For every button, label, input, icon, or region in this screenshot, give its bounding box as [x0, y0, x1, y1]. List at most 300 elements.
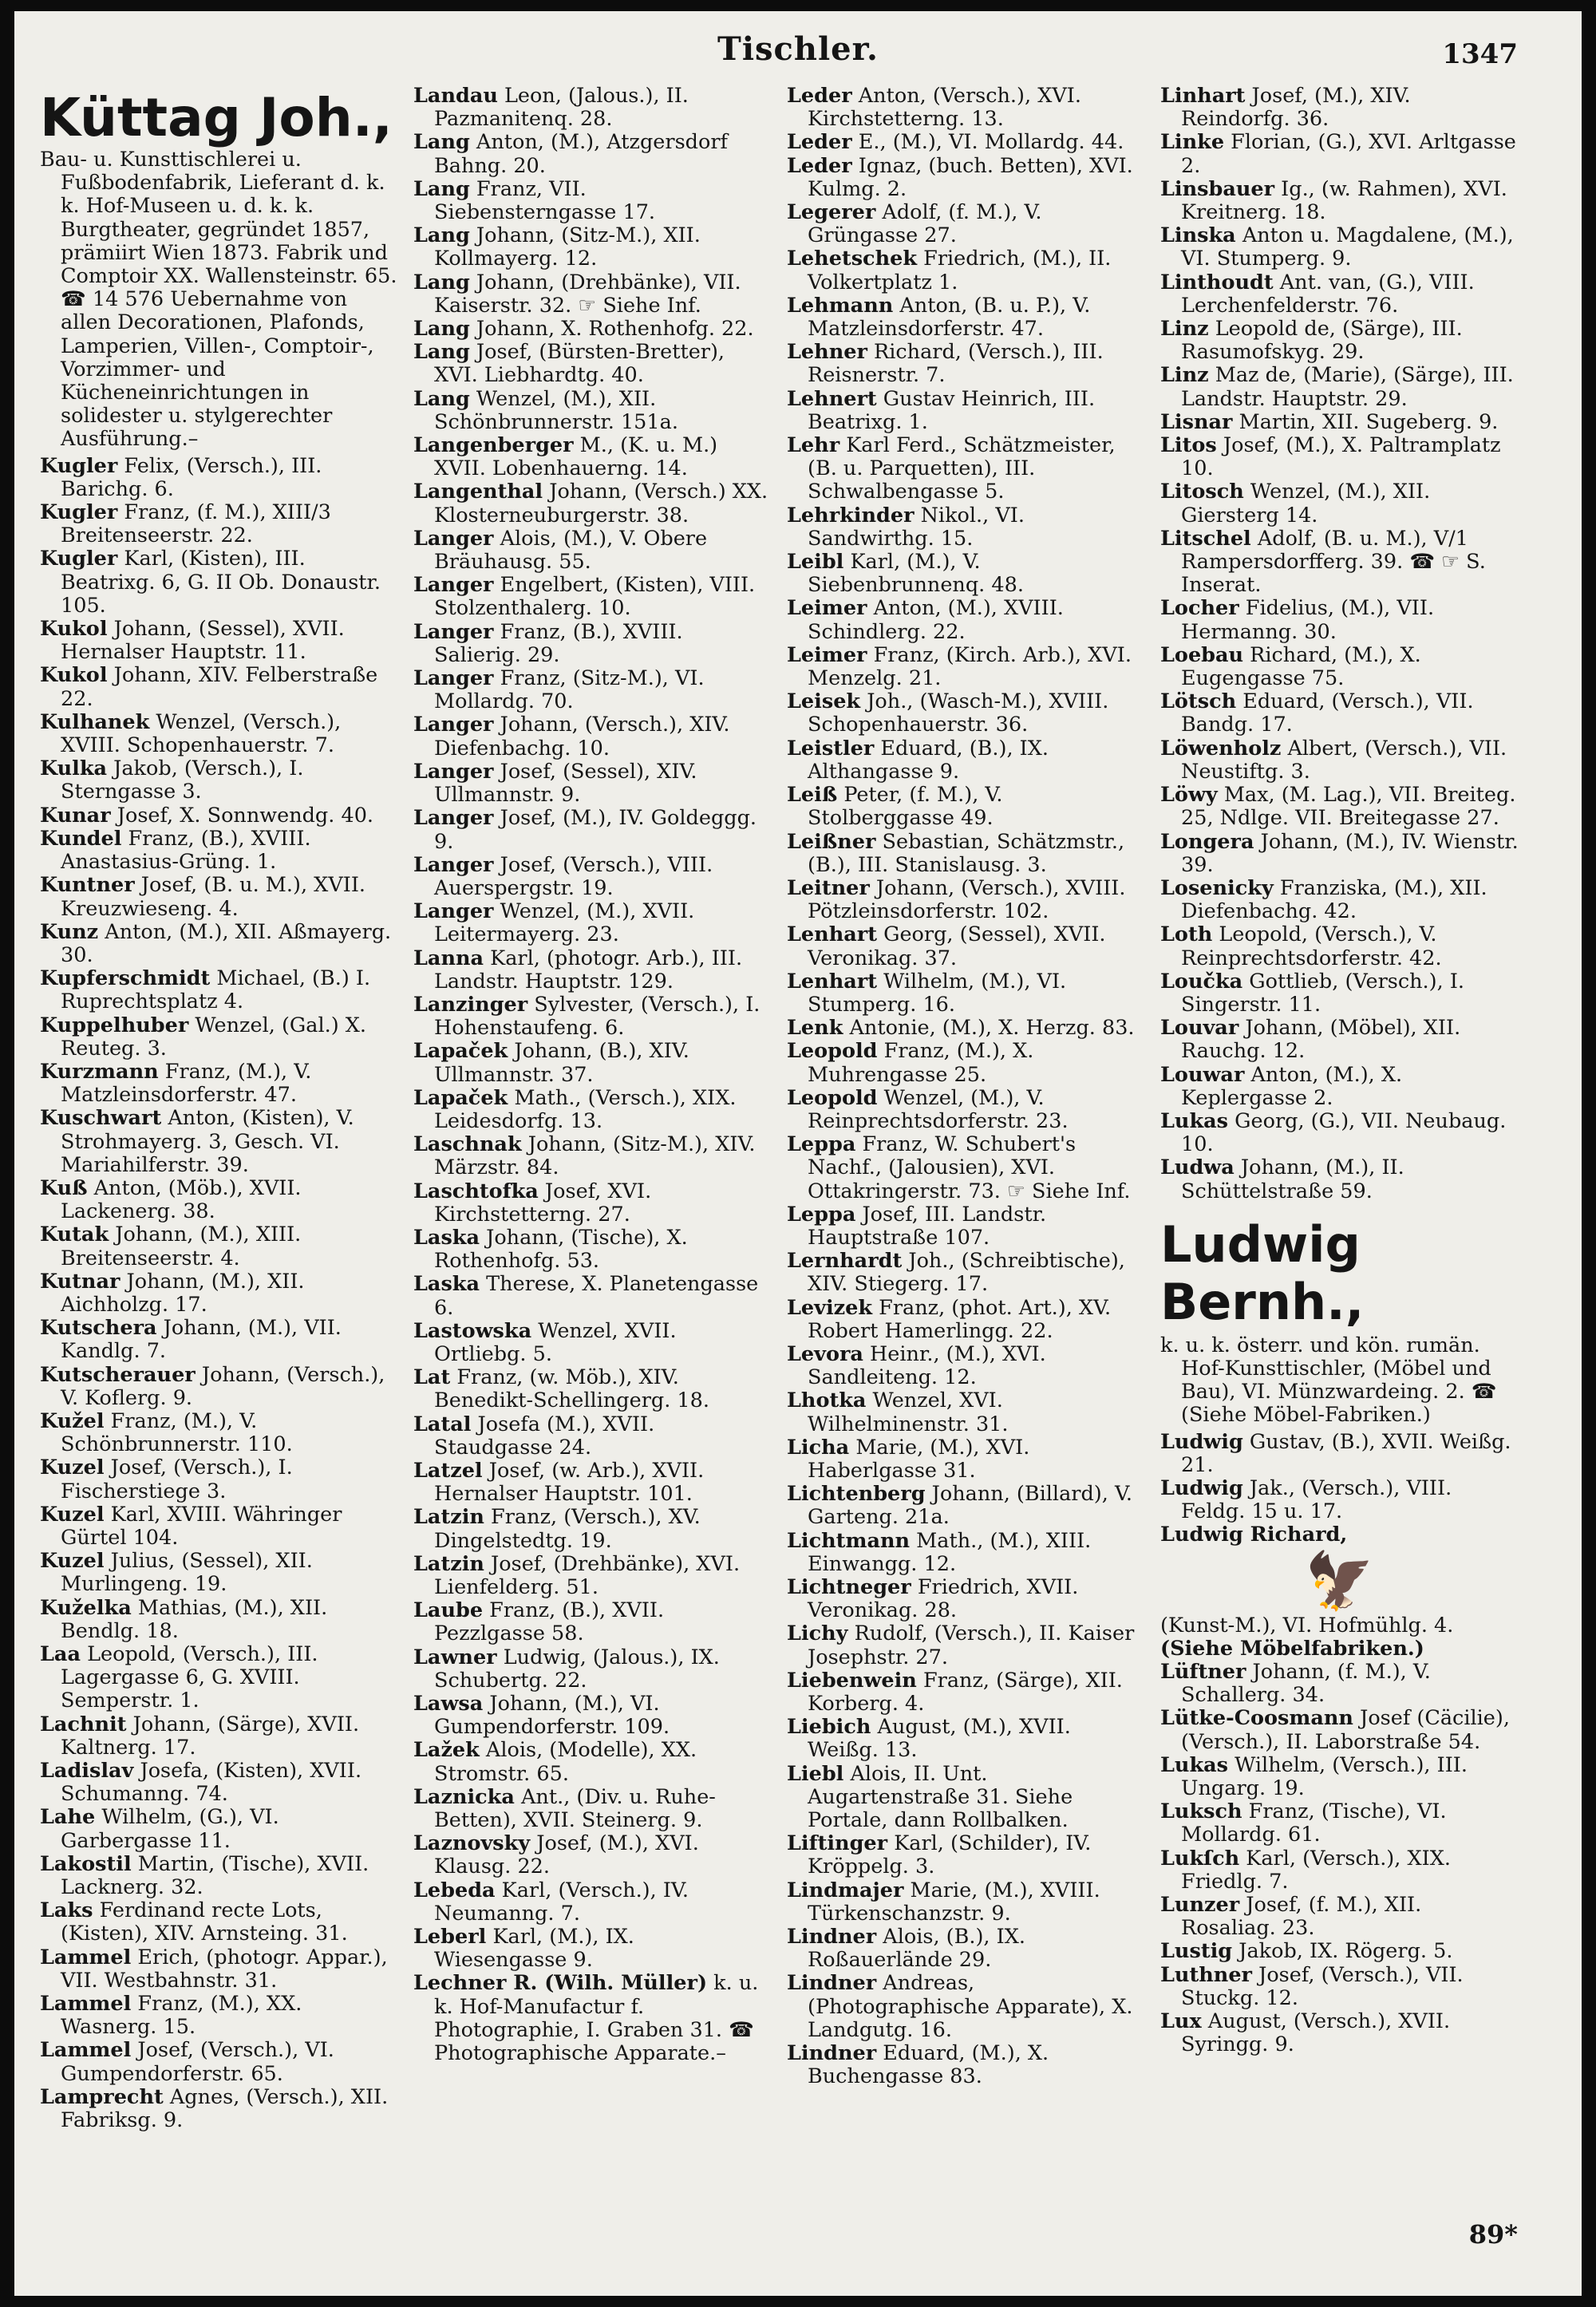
entry-details: Jakob, IX. Rögerg. 5. — [1232, 1939, 1453, 1964]
entry-name: Leitner — [787, 875, 870, 900]
directory-entry — [787, 1087, 1146, 1133]
entry-details: Johann, (Sitz-M.), XIV. Märzstr. 84. — [434, 1132, 756, 1180]
directory-entry — [413, 947, 772, 994]
entry-name: Kupferschmidt — [40, 966, 211, 991]
directory-entry — [413, 1972, 772, 2065]
advertisement-text: Bau- u. Kunsttischlerei u. Fußbodenfabrik, Lieferant d. k. k. Hof-Museen u. d. k. k. Burgtheater, gegründet 1857, prämiirt Wien 1873. Fabrik und Comptoir XX. Wallensteinstr. 65. ☎ 14 576 Uebernahme von allen Decorationen, Plafonds, Lamperien, Villen-, Comptoir-, Vorzimmer- und Kücheneinrichtungen in solidester u. stylgerechter Ausführung.– — [40, 148, 397, 452]
entry-details: Johann, (B.), XIV. Ullmannstr. 37. — [434, 1039, 689, 1087]
directory-entry — [40, 804, 399, 828]
page-header — [14, 30, 1582, 78]
entry-name: Lustig — [1160, 1939, 1233, 1964]
entry-name: Latzel — [413, 1458, 483, 1483]
entry-details: Gustav, (B.), XVII. Weißg. 21. — [1181, 1429, 1511, 1477]
entry-details: Karl, (M.), IX. Wiesengasse 9. — [434, 1925, 634, 1973]
directory-entry — [787, 737, 1146, 784]
entry-details: Johann, (Sitz-M.), XII. Kollmayerg. 12. — [434, 223, 701, 271]
entry-name: Lechner R. (Wilh. Müller) — [413, 1971, 708, 1996]
entry-name: Kuzel — [40, 1456, 105, 1480]
entry-details: Heinr., (M.), XVI. Sandleiteng. 12. — [808, 1341, 1046, 1390]
entry-details: Alois, II. Unt. Augartenstraße 31. Siehe Portale, dann Rollbalken. — [808, 1761, 1073, 1833]
entry-details: Anton, (M.), XII. Aßmayerg. 30. — [61, 919, 392, 967]
entry-details: Franz, (B.), XVIII. Salierig. 29. — [434, 619, 683, 667]
entry-details: Karl, (Versch.), XIX. Friedlg. 7. — [1181, 1846, 1451, 1894]
directory-entry — [787, 1436, 1146, 1483]
directory-entry — [1160, 1431, 1519, 1477]
entry-name: Leißner — [787, 829, 876, 854]
entry-name: Laznovsky — [413, 1831, 531, 1856]
directory-entry — [787, 784, 1146, 830]
directory-entry — [40, 618, 399, 664]
entry-details: Anton, (Kisten), V. Strohmayerg. 3, Gesch. VI. Mariahilferstr. 39. — [61, 1106, 354, 1177]
entry-details: Ant. van, (G.), VIII. Lerchenfelderstr. 76. — [1181, 270, 1475, 318]
directory-entry — [40, 501, 399, 547]
directory-entry — [413, 388, 772, 434]
entry-name: Loučka — [1160, 969, 1243, 994]
entry-details: Max, (M. Lag.), VII. Breiteg. 25, Ndlge. VII. Breitegasse 27. — [1181, 783, 1516, 831]
entry-name: Louwar — [1160, 1062, 1245, 1087]
entry-details: Johann, (Möbel), XII. Rauchg. 12. — [1181, 1016, 1461, 1064]
entry-name: Levora — [787, 1341, 863, 1366]
directory-entry — [40, 1503, 399, 1550]
directory-entry — [40, 1550, 399, 1596]
directory-entry — [413, 1040, 772, 1086]
directory-entry — [1160, 411, 1519, 434]
directory-entry — [787, 388, 1146, 434]
entry-name: Lebeda — [413, 1878, 496, 1902]
entry-name: Lernhardt — [787, 1249, 903, 1274]
entry-details: Wilhelm, (G.), VI. Garbergasse 11. — [61, 1805, 279, 1853]
entry-details: Franz, (M.), V. Schönbrunnerstr. 110. — [61, 1408, 293, 1457]
entry-name: Laska — [413, 1225, 480, 1250]
entry-details: M., (K. u. M.) XVII. Lobenhauerng. 14. — [434, 433, 718, 481]
directory-entry — [413, 1460, 772, 1506]
directory-entry — [413, 1739, 772, 1785]
entry-details: Rudolf, (Versch.), II. Kaiser Josephstr. 27. — [808, 1622, 1135, 1669]
directory-entry — [1160, 1940, 1519, 1963]
directory-entry — [1160, 2010, 1519, 2056]
entry-details: Gustav Heinrich, III. Beatrixg. 1. — [808, 386, 1096, 434]
advertisement-text: k. u. k. österr. und kön. rumän. Hof-Kunsttischler, (Möbel und Bau), VI. Münzwardeing. 2. ☎ (Siehe Möbel-Fabriken.) — [1160, 1333, 1497, 1428]
entry-list — [1160, 1431, 1519, 1547]
section-title: Tischler. — [717, 30, 879, 68]
directory-entry — [413, 1693, 772, 1739]
directory-entry — [787, 644, 1146, 690]
directory-entry — [787, 923, 1146, 970]
entry-details: Wilhelm, (Versch.), III. Ungarg. 19. — [1181, 1752, 1468, 1800]
directory-entry — [40, 1223, 399, 1270]
entry-name: Langer — [413, 852, 494, 877]
entry-details: Josef (Cäcilie), (Versch.), II. Laborstraße 54. — [1181, 1706, 1510, 1754]
entry-list — [40, 455, 399, 2133]
directory-entry — [413, 527, 772, 574]
entry-name: Löwenholz — [1160, 736, 1282, 760]
entry-details: Josef, (B. u. M.), XVII. Kreuzwieseng. 4. — [61, 873, 365, 921]
directory-entry — [413, 1786, 772, 1832]
entry-name: Lapaček — [413, 1039, 508, 1064]
entry-name: Leppa — [787, 1132, 856, 1157]
entry-name: Lux — [1160, 2009, 1202, 2034]
directory-entry — [40, 967, 399, 1013]
entry-details: E., (M.), VI. Mollardg. 44. — [851, 130, 1124, 155]
entry-details: Josef, (Sessel), XIV. Ullmannstr. 9. — [434, 759, 697, 808]
entry-details: Johann, (f. M.), V. Schallerg. 34. — [1181, 1659, 1431, 1708]
directory-entry — [413, 1087, 772, 1133]
entry-name: Lehrkinder — [787, 503, 915, 527]
directory-entry — [787, 2042, 1146, 2088]
entry-details: Martin, (Tische), XVII. Lacknerg. 32. — [61, 1851, 369, 1900]
entry-name: Lichtmann — [787, 1528, 911, 1553]
entry-name: Langer — [413, 713, 494, 737]
entry-details: Johann, (Versch.) XX. Klosterneuburgerstr. 38. — [434, 480, 768, 527]
directory-entry — [40, 1853, 399, 1899]
entry-name: Lunzer — [1160, 1893, 1240, 1918]
directory-entry — [787, 1017, 1146, 1040]
entry-name: Leopold — [787, 1085, 878, 1110]
entry-details: Josef, (f. M.), XII. Rosaliag. 23. — [1181, 1893, 1422, 1941]
entry-name: Lat — [413, 1365, 451, 1390]
entry-details: Johann, (Sessel), XVII. Hernalser Hauptstr. 11. — [61, 617, 345, 665]
entry-details: Johann, (Versch.), XIV. Diefenbachg. 10. — [434, 713, 730, 760]
entry-name: Levizek — [787, 1295, 873, 1320]
entry-details: Ant., (Div. u. Ruhe-Betten), XVII. Steinerg. 9. — [434, 1784, 716, 1833]
directory-entry — [1160, 434, 1519, 480]
entry-name: Linz — [1160, 317, 1209, 342]
entry-details: Florian, (G.), XVI. Arltgasse 2. — [1181, 130, 1516, 178]
entry-name: Lichtenberg — [787, 1482, 926, 1507]
entry-details: Eduard, (Versch.), VII. Bandg. 17. — [1181, 689, 1474, 737]
entry-details: Franz, (Tische), VI. Mollardg. 61. — [1181, 1799, 1447, 1847]
entry-name: Linsbauer — [1160, 176, 1275, 201]
entry-name: Licha — [787, 1435, 850, 1460]
entry-name: Ladislav — [40, 1759, 134, 1784]
entry-name: Leimer — [787, 596, 867, 621]
entry-details: Marie, (M.), XVIII. Türkenschanzstr. 9. — [808, 1878, 1100, 1926]
entry-details: Wenzel, XVI. Wilhelminenstr. 31. — [808, 1389, 1009, 1436]
entry-name: Leder — [787, 153, 852, 178]
entry-details: Leopold, (Versch.), V. Reinprechtsdorferstr. 42. — [1181, 922, 1442, 970]
entry-details: Wenzel, (M.), V. Reinprechtsdorferstr. 23. — [808, 1085, 1069, 1133]
entry-name: Lukas — [1160, 1108, 1229, 1133]
entry-details: Josef, III. Landstr. Hauptstraße 107. — [808, 1202, 1047, 1250]
directory-entry — [413, 318, 772, 341]
entry-name: Lastowska — [413, 1318, 532, 1343]
entry-details: Math., (M.), XIII. Einwangg. 12. — [808, 1528, 1092, 1576]
entry-details: Maz de, (Marie), (Särge), III. Landstr. Hauptstr. 29. — [1181, 363, 1514, 411]
entry-name: Ludwa — [1160, 1155, 1235, 1180]
entry-details: Leon, (Jalous.), II. Pazmanitenq. 28. — [434, 84, 689, 132]
entry-details: Friedrich, XVII. Veronikag. 28. — [808, 1575, 1079, 1623]
entry-details: Josef, (Versch.), I. Fischerstiege 3. — [61, 1456, 293, 1503]
entry-details: Nikol., VI. Sandwirthg. 15. — [808, 503, 1025, 551]
entry-details: Anton, (M.), Atzgersdorf Bahng. 20. — [434, 130, 728, 178]
entry-details: Johann, (M.), XIII. Breitenseerstr. 4. — [61, 1223, 302, 1270]
entry-details: Jak., (Versch.), VIII. Feldg. 15 u. 17. — [1181, 1475, 1452, 1524]
entry-name: Lehner — [787, 340, 867, 365]
directory-entry — [787, 201, 1146, 247]
directory-entry — [1160, 877, 1519, 923]
directory-entry — [1160, 784, 1519, 830]
entry-details: Sylvester, (Versch.), I. Hohenstaufeng. 6. — [434, 992, 760, 1041]
entry-name: Lhotka — [787, 1389, 867, 1413]
entry-name: Langer — [413, 573, 494, 598]
directory-entry — [1160, 597, 1519, 643]
directory-entry — [1160, 1754, 1519, 1800]
entry-name: Lažek — [413, 1738, 480, 1763]
entry-details: Alois, (B.), IX. Roßauerlände 29. — [808, 1925, 1025, 1973]
entry-details: Wilhelm, (M.), VI. Stumperg. 16. — [808, 969, 1067, 1017]
directory-entry — [787, 247, 1146, 294]
entry-details: Franz, (phot. Art.), XV. Robert Hamerlingg. 22. — [808, 1295, 1112, 1343]
entry-name: Lammel — [40, 1945, 132, 1969]
directory-entry — [1160, 1156, 1519, 1203]
directory-entry — [40, 1107, 399, 1177]
entry-name: Lakostil — [40, 1851, 132, 1876]
column-4 — [1160, 85, 1519, 2056]
entry-name: Leistler — [787, 736, 875, 760]
directory-entry — [787, 1972, 1146, 2042]
directory-entry — [787, 970, 1146, 1017]
entry-details: Wenzel, (M.), XII. Schönbrunnerstr. 151a. — [434, 386, 678, 434]
directory-entry — [40, 2039, 399, 2085]
entry-details: Anton, (M.), XVIII. Schindlerg. 22. — [808, 596, 1064, 644]
entry-name: Langer — [413, 526, 494, 551]
directory-entry — [40, 1177, 399, 1223]
entry-details: Leopold de, (Särge), III. Rasumofskyg. 29. — [1181, 317, 1463, 365]
entry-name: Kutschera — [40, 1316, 157, 1341]
directory-entry — [40, 2086, 399, 2132]
directory-entry — [413, 1227, 772, 1273]
entry-details: Johann, (Versch.), V. Koflerg. 9. — [61, 1362, 385, 1410]
entry-name: Lisnar — [1160, 409, 1233, 434]
entry-name: Liebl — [787, 1761, 844, 1786]
directory-entry — [1160, 1661, 1519, 1707]
directory-entry — [40, 1806, 399, 1852]
directory-entry — [413, 667, 772, 713]
entry-details: Josef, (Versch.), VII. Stuckg. 12. — [1181, 1962, 1464, 2010]
directory-page — [14, 11, 1582, 2296]
directory-entry — [787, 1203, 1146, 1250]
entry-details: Anton, (Möb.), XVII. Lackenerg. 38. — [61, 1175, 302, 1224]
entry-name: Lang — [413, 386, 470, 411]
entry-details: Ludwig, (Jalous.), IX. Schubertg. 22. — [434, 1645, 720, 1693]
entry-name: Litos — [1160, 433, 1217, 458]
entry-name: Longera — [1160, 829, 1254, 854]
directory-entry — [787, 294, 1146, 341]
entry-name: Kundel — [40, 826, 122, 851]
entry-name: Kužel — [40, 1408, 105, 1433]
directory-entry — [413, 1926, 772, 1972]
directory-entry — [413, 1133, 772, 1179]
column-3 — [787, 85, 1146, 2088]
directory-entry — [40, 1014, 399, 1061]
directory-entry — [787, 551, 1146, 597]
entry-text: (Kunst-M.), VI. Hofmühlg. 4. — [1160, 1613, 1454, 1637]
directory-entry — [413, 1646, 772, 1693]
directory-entry — [787, 1669, 1146, 1716]
directory-entry — [1160, 831, 1519, 877]
entry-details: Anton, (Versch.), XVI. Kirchstetterng. 13. — [808, 84, 1081, 132]
entry-name: Lindmajer — [787, 1878, 904, 1902]
entry-name: Lapaček — [413, 1085, 508, 1110]
directory-entry — [1160, 85, 1519, 131]
entry-details: Josef, (Drehbänke), XVI. Lienfelderg. 51. — [434, 1551, 741, 1599]
directory-entry — [1160, 364, 1519, 410]
entry-details: Franz, (M.), V. Matzleinsdorferstr. 47. — [61, 1059, 312, 1108]
entry-details: Albert, (Versch.), VII. Neustiftg. 3. — [1181, 736, 1507, 784]
entry-name: Laznicka — [413, 1784, 515, 1809]
entry-name: Lehnert — [787, 386, 877, 411]
entry-name: Kugler — [40, 500, 118, 525]
entry-name: Lang — [413, 340, 470, 365]
entry-details: Erich, (photogr. Appar.), VII. Westbahnstr. 31. — [61, 1945, 388, 1993]
entry-details: Adolf, (B. u. M.), V/1 Rampersdorfferg. 39. ☎ ☞ S. Inserat. — [1181, 526, 1486, 598]
entry-name: Lehr — [787, 433, 840, 458]
directory-entry — [413, 1413, 772, 1460]
entry-name: Kuzel — [40, 1502, 105, 1527]
directory-entry — [1160, 131, 1519, 177]
entry-details: Josef, (Versch.), VI. Gumpendorferstr. 65. — [61, 2038, 334, 2086]
entry-name: Kulhanek — [40, 709, 150, 734]
directory-entry — [1160, 690, 1519, 737]
entry-details: Math., (Versch.), XIX. Leidesdorfg. 13. — [434, 1085, 737, 1133]
directory-entry — [787, 877, 1146, 923]
directory-entry — [40, 1993, 399, 2039]
entry-details: Johann, (M.), IV. Wienstr. 39. — [1181, 829, 1519, 877]
entry-list — [1160, 85, 1519, 1203]
directory-entry — [1160, 1894, 1519, 1940]
entry-details: Johann, (M.), II. Schüttelstraße 59. — [1181, 1155, 1404, 1203]
entry-name: Lammel — [40, 1992, 132, 2017]
entry-details: Franz, (Särge), XII. Korberg. 4. — [808, 1668, 1123, 1716]
directory-entry — [413, 480, 772, 527]
entry-details: Wenzel, (M.), XII. Giersterg 14. — [1181, 480, 1431, 527]
directory-entry — [1160, 923, 1519, 970]
entry-name: Linthoudt — [1160, 270, 1274, 294]
footer-mark: 89* — [1468, 2219, 1518, 2250]
directory-entry — [1160, 1017, 1519, 1063]
entry-name: Lang — [413, 130, 470, 155]
entry-name: Ludwig — [1160, 1429, 1243, 1454]
entry-details: Johann, (M.), VI. Gumpendorferstr. 109. — [434, 1692, 670, 1740]
entry-name: Lenhart — [787, 922, 877, 947]
directory-entry — [40, 455, 399, 501]
entry-details: Agnes, (Versch.), XII. Fabriksg. 9. — [61, 2084, 389, 2133]
entry-details: Richard, (M.), X. Eugengasse 75. — [1181, 642, 1421, 691]
directory-entry — [787, 1716, 1146, 1762]
directory-entry — [787, 1297, 1146, 1343]
entry-details: Karl, (M.), V. Siebenbrunnenq. 48. — [808, 550, 1024, 598]
directory-entry — [787, 1389, 1146, 1436]
entry-details: Franz, (B.), XVII. Pezzlgasse 58. — [434, 1598, 665, 1646]
directory-entry — [40, 547, 399, 618]
directory-entry — [1160, 1800, 1519, 1847]
entry-details: Ignaz, (buch. Betten), XVI. Kulmg. 2. — [808, 153, 1133, 201]
directory-entry — [40, 1364, 399, 1410]
entry-name: Laa — [40, 1642, 81, 1666]
directory-entry — [787, 1250, 1146, 1296]
entry-details: Alois, (Modelle), XX. Stromstr. 65. — [434, 1738, 697, 1786]
entry-name: Lachnit — [40, 1712, 127, 1736]
entry-details: Josef, (M.), XVI. Klausg. 22. — [434, 1831, 699, 1879]
entry-name: Kurzmann — [40, 1059, 159, 1084]
entry-name: Lukas — [1160, 1752, 1229, 1777]
directory-entry — [787, 1576, 1146, 1622]
entry-name: Liebich — [787, 1715, 871, 1740]
entry-details: Johann, (M.), XII. Aichholzg. 17. — [61, 1269, 305, 1317]
entry-details: Josef, X. Sonnwendg. 40. — [110, 803, 374, 828]
directory-entry — [787, 504, 1146, 551]
directory-entry — [787, 1040, 1146, 1086]
entry-name: Lindner — [787, 1925, 877, 1949]
entry-details: Georg, (G.), VII. Neubaug. 10. — [1181, 1108, 1507, 1157]
entry-name: Locher — [1160, 596, 1239, 621]
entry-details: Michael, (B.) I. Ruprechtsplatz 4. — [61, 966, 371, 1014]
entry-name: Ludwig — [1160, 1475, 1243, 1500]
entry-name: Langer — [413, 806, 494, 831]
entry-details: Karl Ferd., Schätzmeister, (B. u. Parquetten), III. Schwalbengasse 5. — [808, 433, 1116, 504]
entry-details: Peter, (f. M.), V. Stolberggasse 49. — [808, 783, 1003, 831]
entry-name: Linska — [1160, 223, 1236, 248]
column-1 — [40, 85, 399, 2132]
entry-name: Kugler — [40, 547, 118, 571]
directory-entry — [40, 1713, 399, 1760]
entry-name: Leimer — [787, 642, 867, 667]
directory-entry — [413, 341, 772, 387]
directory-entry — [413, 621, 772, 667]
entry-name: Lindner — [787, 1971, 877, 1996]
entry-details: Jakob, (Versch.), I. Sterngasse 3. — [61, 756, 304, 804]
directory-entry — [40, 874, 399, 920]
directory-entry — [413, 1599, 772, 1645]
entry-name: Landau — [413, 84, 498, 108]
directory-entry — [1160, 1523, 1519, 1547]
directory-entry — [413, 1366, 772, 1412]
entry-name: Lanzinger — [413, 992, 528, 1017]
entry-details: Alois, (M.), V. Obere Bräuhausg. 55. — [434, 526, 708, 575]
entry-name: Linz — [1160, 363, 1209, 388]
directory-entry — [787, 1530, 1146, 1576]
entry-name: Lang — [413, 176, 470, 201]
entry-name: Liebenwein — [787, 1668, 917, 1693]
entry-details: Anton, (B. u. P.), V. Matzleinsdorferstr. 47. — [808, 293, 1091, 342]
entry-name: Luthner — [1160, 1962, 1252, 1987]
entry-details: Josef, (M.), X. Paltramplatz 10. — [1181, 433, 1501, 481]
entry-name: Loth — [1160, 922, 1213, 947]
entry-details: Josef, XVI. Kirchstetterng. 27. — [434, 1179, 652, 1227]
directory-entry — [1160, 1477, 1519, 1523]
entry-name: Kulka — [40, 756, 108, 781]
directory-entry — [413, 271, 772, 318]
directory-entry — [413, 178, 772, 224]
directory-entry — [413, 1320, 772, 1366]
entry-name: Losenicky — [1160, 875, 1274, 900]
entry-name: Legerer — [787, 200, 876, 225]
entry-details: Johann, (Särge), XVII. Kaltnerg. 17. — [61, 1712, 360, 1760]
entry-name: Leppa — [787, 1202, 856, 1227]
entry-name: Ludwig Richard, — [1160, 1523, 1348, 1547]
entry-details: Karl, (photogr. Arb.), III. Landstr. Hauptstr. 129. — [434, 946, 743, 994]
entry-details: Josef, (M.), XIV. Reindorfg. 36. — [1181, 84, 1411, 132]
entry-details: Wenzel, XVII. Ortliebg. 5. — [434, 1318, 677, 1366]
entry-name: Luksch — [1160, 1799, 1242, 1824]
entry-details: Johann, XIV. Felberstraße 22. — [61, 663, 378, 711]
entry-details: August, (Versch.), XVII. Syringg. 9. — [1181, 2009, 1451, 2057]
entry-name: Latal — [413, 1412, 472, 1436]
directory-entry — [787, 1483, 1146, 1529]
entry-details: Martin, XII. Sugeberg. 9. — [1232, 409, 1499, 434]
entry-details: Karl, (Kisten), III. Beatrixg. 6, G. II Ob. Donaustr. 105. — [61, 547, 381, 618]
directory-entry — [1160, 178, 1519, 224]
